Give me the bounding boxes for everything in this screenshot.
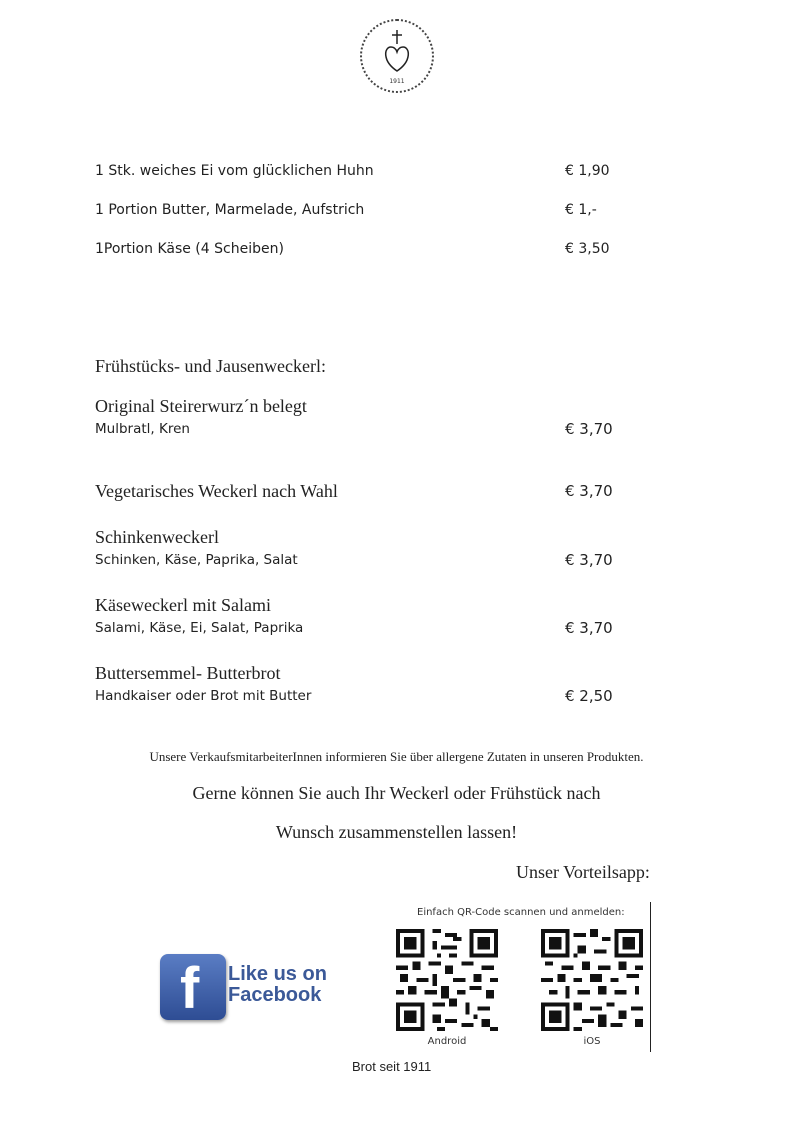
footer-text: Brot seit 1911 xyxy=(352,1059,432,1074)
facebook-like-text[interactable] xyxy=(228,964,327,1006)
weckerl-name: Buttersemmel- Butterbrot xyxy=(95,663,281,683)
weckerl-price: € 3,70 xyxy=(565,551,613,569)
divider-line xyxy=(650,902,651,1052)
extra-row xyxy=(95,241,635,257)
custom-note-line1: Gerne können Sie auch Ihr Weckerl oder Frühstück nach xyxy=(192,783,601,803)
qr-note: Einfach QR-Code scannen und anmelden: xyxy=(417,907,625,918)
weckerl-name: Vegetarisches Weckerl nach Wahl xyxy=(95,481,338,501)
weckerl-name: Käseweckerl mit Salami xyxy=(95,595,271,615)
weckerl-name: Schinkenweckerl xyxy=(95,527,219,547)
qr-ios[interactable] xyxy=(541,929,643,1047)
app-title: Unser Vorteilsapp: xyxy=(516,862,650,882)
extra-item: 1 Portion Butter, Marmelade, Aufstrich xyxy=(95,202,365,218)
allergen-note: Unsere VerkaufsmitarbeiterInnen informieren Sie über allergene Zutaten in unseren Produkten. xyxy=(149,749,644,764)
extra-row xyxy=(95,163,635,179)
weckerl-desc: Mulbratl, Kren xyxy=(95,421,190,437)
weckerl-price: € 3,70 xyxy=(565,619,613,637)
weckerl-name: Original Steirerwurz´n belegt xyxy=(95,396,307,416)
weckerl-price: € 2,50 xyxy=(565,687,613,705)
brand-logo xyxy=(360,19,434,93)
logo-year: 1911 xyxy=(389,78,405,85)
weckerl-price: € 3,70 xyxy=(565,482,613,500)
weckerl-desc: Handkaiser oder Brot mit Butter xyxy=(95,688,312,704)
extra-price: € 3,50 xyxy=(565,241,610,257)
custom-note-line2: Wunsch zusammenstellen lassen! xyxy=(275,822,518,842)
qr-code-android-icon xyxy=(396,929,498,1031)
qr-code-ios-icon xyxy=(541,929,643,1031)
extra-item: 1 Stk. weiches Ei vom glücklichen Huhn xyxy=(95,163,374,179)
extra-price: € 1,- xyxy=(565,202,597,218)
facebook-icon[interactable]: f xyxy=(160,954,226,1020)
qr-ios-label: iOS xyxy=(583,1036,601,1047)
section-title: Frühstücks- und Jausenweckerl: xyxy=(95,356,326,376)
extra-row xyxy=(95,202,635,218)
qr-android[interactable] xyxy=(396,929,498,1047)
qr-android-label: Android xyxy=(427,1036,467,1047)
facebook-line1: Like us on xyxy=(228,963,327,985)
weckerl-price: € 3,70 xyxy=(565,420,613,438)
weckerl-desc: Salami, Käse, Ei, Salat, Paprika xyxy=(95,620,304,636)
weckerl-desc: Schinken, Käse, Paprika, Salat xyxy=(95,552,298,568)
extra-item: 1Portion Käse (4 Scheiben) xyxy=(95,241,284,257)
extra-price: € 1,90 xyxy=(565,163,610,179)
facebook-line2: Facebook xyxy=(228,984,322,1006)
